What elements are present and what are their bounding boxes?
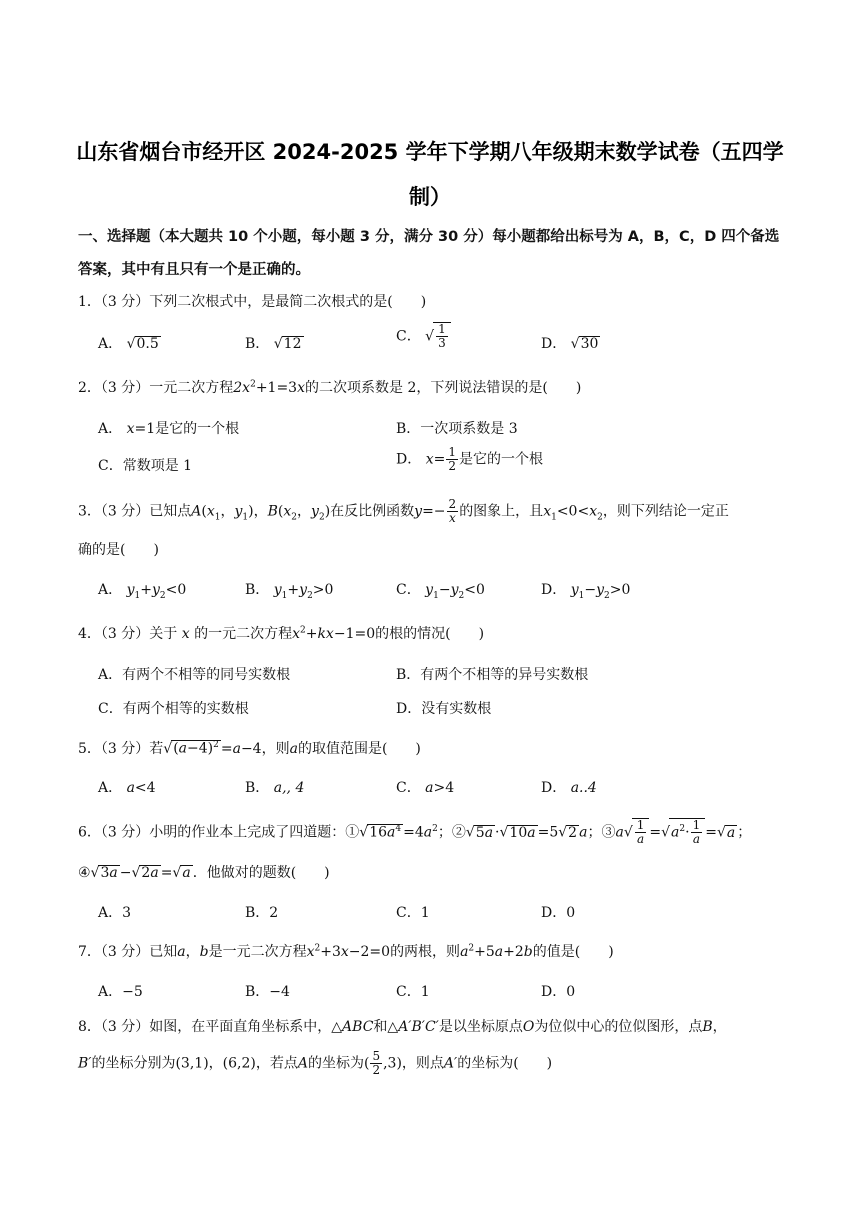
question-6-stem-cont: ④√3a −√2a =√a ．他做对的题数( ) [78,865,330,881]
q4-option-d[interactable]: D．没有实数根 [396,701,492,717]
q5-option-d[interactable]: D． a..4 [541,780,597,796]
section-header-cont: 答案，其中有且只有一个是正确的。 [78,262,310,278]
q5-option-a[interactable]: A． a<4 [98,780,156,796]
q3-option-d[interactable]: D． $y_1-y_2>0$ [541,582,631,601]
section-header: 一、选择题（本大题共 10 个小题，每小题 3 分，满分 30 分）每小题都给出标号为 A，B，C，D 四个备选 [78,229,780,245]
q5-option-c[interactable]: C． a>4 [396,780,455,796]
q3-option-b[interactable]: B． $y_1+y_2>0$ [245,582,334,601]
question-5-stem: 5．（3 分）若$√(a-4)^2 =a-4$，则a的取值范围是( ) [78,740,421,757]
q7-option-b[interactable]: B．−4 [245,984,290,1000]
question-1-stem: 1．（3 分）下列二次根式中，是最简二次根式的是( ) [78,294,427,310]
q1-option-d[interactable]: D． √30 [541,336,599,352]
q7-option-d[interactable]: D．0 [541,984,576,1000]
question-6-stem: 6．（3 分）小明的作业本上完成了四道题：$①√16a^4 =4a^2$；②√5a ·√10a =5√2 a；③a√ $\frac{1}{a}$ $=√a^2\cdot$ $\frac{1}{a}$ =√a ； [78,818,752,847]
exam-title-line1: 山东省烟台市经开区 2024-2025 学年下学期八年级期末数学试卷（五四学 [76,140,784,164]
q1-option-c[interactable]: C． √ $\frac{1}{3}$ [396,322,451,350]
q2-option-d[interactable]: D． x= $\frac{1}{2}$ 是它的一个根 [396,445,543,474]
q2-option-c[interactable]: C．常数项是 1 [98,458,193,474]
question-8-stem: 8．（3 分）如图，在平面直角坐标系中，△ABC和△A′B′C′是以坐标原点O为位似中心的位似图形，点B， [78,1019,727,1035]
q3-option-a[interactable]: A． $y_1+y_2<0$ [98,582,187,601]
question-8-stem-cont: B′的坐标分别为(3,1)，(6,2)，若点A的坐标为( $\frac{5}{2}$ ,3)，则点A′的坐标为( ) [78,1049,553,1078]
q6-option-d[interactable]: D．0 [541,905,576,921]
q5-option-b[interactable]: B． a,, 4 [245,780,305,796]
question-3-stem: 3．（3 分）已知点$A(x_1$，$y_1$)，$B(x_2$，$y_2$)在反比例函数y=− $\frac{2}{x}$ 的图象上，且$x_1<0<x_2$，则下列结论一定正 [78,497,729,526]
q2-option-a[interactable]: A． x=1是它的一个根 [98,421,240,437]
q1-option-a[interactable]: A． √0.5 [98,336,159,352]
q1-option-b[interactable]: B． √12 [245,336,302,352]
question-3-stem-cont: 确的是( ) [78,542,159,558]
exam-title-line2: 制） [409,185,451,209]
q7-option-c[interactable]: C．1 [396,984,430,1000]
q4-option-c[interactable]: C．有两个相等的实数根 [98,701,249,717]
q6-option-c[interactable]: C．1 [396,905,430,921]
question-2-stem: 2．（3 分）一元二次方程$2x^2+1=3x$的二次项系数是 2，下列说法错误的是( ) [78,379,582,396]
q3-option-c[interactable]: C． $y_1-y_2<0$ [396,582,485,601]
q4-option-b[interactable]: B．有两个不相等的异号实数根 [396,667,589,683]
q4-option-a[interactable]: A．有两个不相等的同号实数根 [98,667,291,683]
q6-option-b[interactable]: B．2 [245,905,279,921]
q2-option-b[interactable]: B．一次项系数是 3 [396,421,518,437]
q6-option-a[interactable]: A．3 [98,905,132,921]
question-4-stem: 4．（3 分）关于 x 的一元二次方程$x^2+kx-1=0$的根的情况( ) [78,625,485,642]
q7-option-a[interactable]: A．−5 [98,984,143,1000]
question-7-stem: 7．（3 分）已知a，b是一元二次方程$x^2+3x-2=0$的两根，则$a^2+5a+2b$的值是( ) [78,943,614,960]
